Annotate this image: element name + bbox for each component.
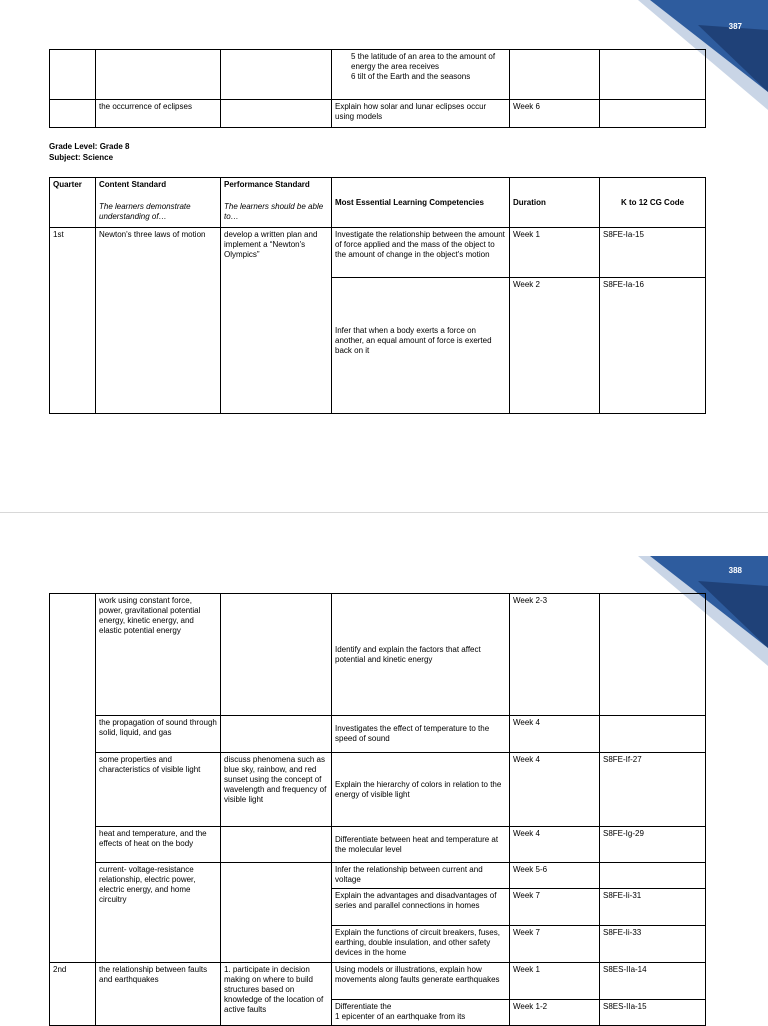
- competency-cell: Infer the relationship between current and voltage: [332, 863, 510, 889]
- content-cell: current- voltage-resistance relationship, electric power, electric energy, and home circuitry: [96, 863, 221, 963]
- duration-cell: Week 4: [510, 753, 600, 827]
- competency-cell: Infer that when a body exerts a force on another, an equal amount of force is exerted back on it: [332, 278, 510, 414]
- content-cell: work using constant force, power, gravitational potential energy, kinetic energy, and elastic potential energy: [96, 594, 221, 716]
- table-row: [50, 716, 706, 753]
- table-row: [50, 963, 706, 1000]
- code-cell: [600, 594, 706, 716]
- table-row: [50, 753, 706, 827]
- duration-cell: Week 1-2: [510, 1000, 600, 1026]
- performance-cell: [221, 716, 332, 753]
- competency-cell: Using models or illustrations, explain how movements along faults generate earthquakes: [332, 963, 510, 1000]
- duration-cell: Week 7: [510, 926, 600, 963]
- content-cell: the relationship between faults and earthquakes: [96, 963, 221, 1026]
- competency-cell: Explain the advantages and disadvantages of series and parallel connections in homes: [332, 889, 510, 926]
- competency-cell: Identify and explain the factors that affect potential and kinetic energy: [332, 594, 510, 716]
- header-code: K to 12 CG Code: [600, 178, 706, 228]
- page-388: [0, 512, 768, 1025]
- duration-cell: Week 5-6: [510, 863, 600, 889]
- duration-cell: Week 4: [510, 827, 600, 863]
- duration-cell: Week 4: [510, 716, 600, 753]
- header-melc: Most Essential Learning Competencies: [332, 178, 510, 228]
- content-cell: Newton's three laws of motion: [96, 228, 221, 414]
- competency-cell: Explain the hierarchy of colors in relation to the energy of visible light: [332, 753, 510, 827]
- table-row: [50, 863, 706, 889]
- competency-cell: Investigates the effect of temperature to the speed of sound: [332, 716, 510, 753]
- page-number: 387: [728, 22, 742, 31]
- duration-cell: Week 2: [510, 278, 600, 414]
- header-content-standard: Content Standard The learners demonstrate understanding of…: [96, 178, 221, 228]
- table-row: [50, 827, 706, 863]
- content-cell: the propagation of sound through solid, liquid, and gas: [96, 716, 221, 753]
- code-cell: S8ES-IIa-15: [600, 1000, 706, 1026]
- competency-cell: 5 the latitude of an area to the amount of energy the area receives 6 tilt of the Earth and the seasons: [332, 50, 510, 100]
- code-cell: S8ES-IIa-14: [600, 963, 706, 1000]
- competency-cell: Differentiate the 1 epicenter of an earthquake from its: [332, 1000, 510, 1026]
- subject: Subject: Science: [49, 153, 114, 162]
- performance-cell: develop a written plan and implement a “Newton's Olympics”: [221, 228, 332, 414]
- competency-cell: Explain the functions of circuit breakers, fuses, earthing, double insulation, and other safety devices in the home: [332, 926, 510, 963]
- code-cell: S8FE-Ig-29: [600, 827, 706, 863]
- code-cell: [600, 863, 706, 889]
- grade-level: Grade Level: Grade 8: [49, 142, 130, 151]
- competency-cell: Investigate the relationship between the amount of force applied and the mass of the object to the amount of change in the object's motion: [332, 228, 510, 278]
- curriculum-table: [49, 177, 706, 414]
- performance-cell: [221, 594, 332, 716]
- competency-cell: Differentiate between heat and temperature at the molecular level: [332, 827, 510, 863]
- content-cell: the occurrence of eclipses: [96, 100, 221, 128]
- header-duration: Duration: [510, 178, 600, 228]
- duration-cell: Week 6: [510, 100, 600, 128]
- code-cell: S8FE-Ii-31: [600, 889, 706, 926]
- code-cell: S8FE-Ia-16: [600, 278, 706, 414]
- quarter-cell: 2nd: [50, 963, 96, 1026]
- duration-cell: Week 1: [510, 228, 600, 278]
- table-header-row: [50, 178, 706, 228]
- performance-cell: [221, 863, 332, 963]
- continuation-table: [49, 49, 706, 128]
- performance-cell: 1. participate in decision making on where to build structures based on knowledge of the location of active faults: [221, 963, 332, 1026]
- competency-cell: Explain how solar and lunar eclipses occur using models: [332, 100, 510, 128]
- content-cell: heat and temperature, and the effects of heat on the body: [96, 827, 221, 863]
- curriculum-table-continued: [49, 593, 706, 1026]
- duration-cell: Week 1: [510, 963, 600, 1000]
- table-row: [50, 228, 706, 278]
- page-387: [0, 0, 768, 512]
- code-cell: S8FE-Ii-33: [600, 926, 706, 963]
- table-row: [50, 594, 706, 716]
- header-quarter: Quarter: [50, 178, 96, 228]
- page-number: 388: [728, 566, 742, 575]
- quarter-cell: 1st: [50, 228, 96, 414]
- content-cell: some properties and characteristics of visible light: [96, 753, 221, 827]
- duration-cell: Week 7: [510, 889, 600, 926]
- code-cell: S8FE-If-27: [600, 753, 706, 827]
- header-performance-standard: Performance Standard The learners should be able to…: [221, 178, 332, 228]
- code-cell: S8FE-Ia-15: [600, 228, 706, 278]
- performance-cell: [221, 827, 332, 863]
- performance-cell: discuss phenomena such as blue sky, rainbow, and red sunset using the concept of wavelength and frequency of visible light: [221, 753, 332, 827]
- duration-cell: Week 2-3: [510, 594, 600, 716]
- code-cell: [600, 716, 706, 753]
